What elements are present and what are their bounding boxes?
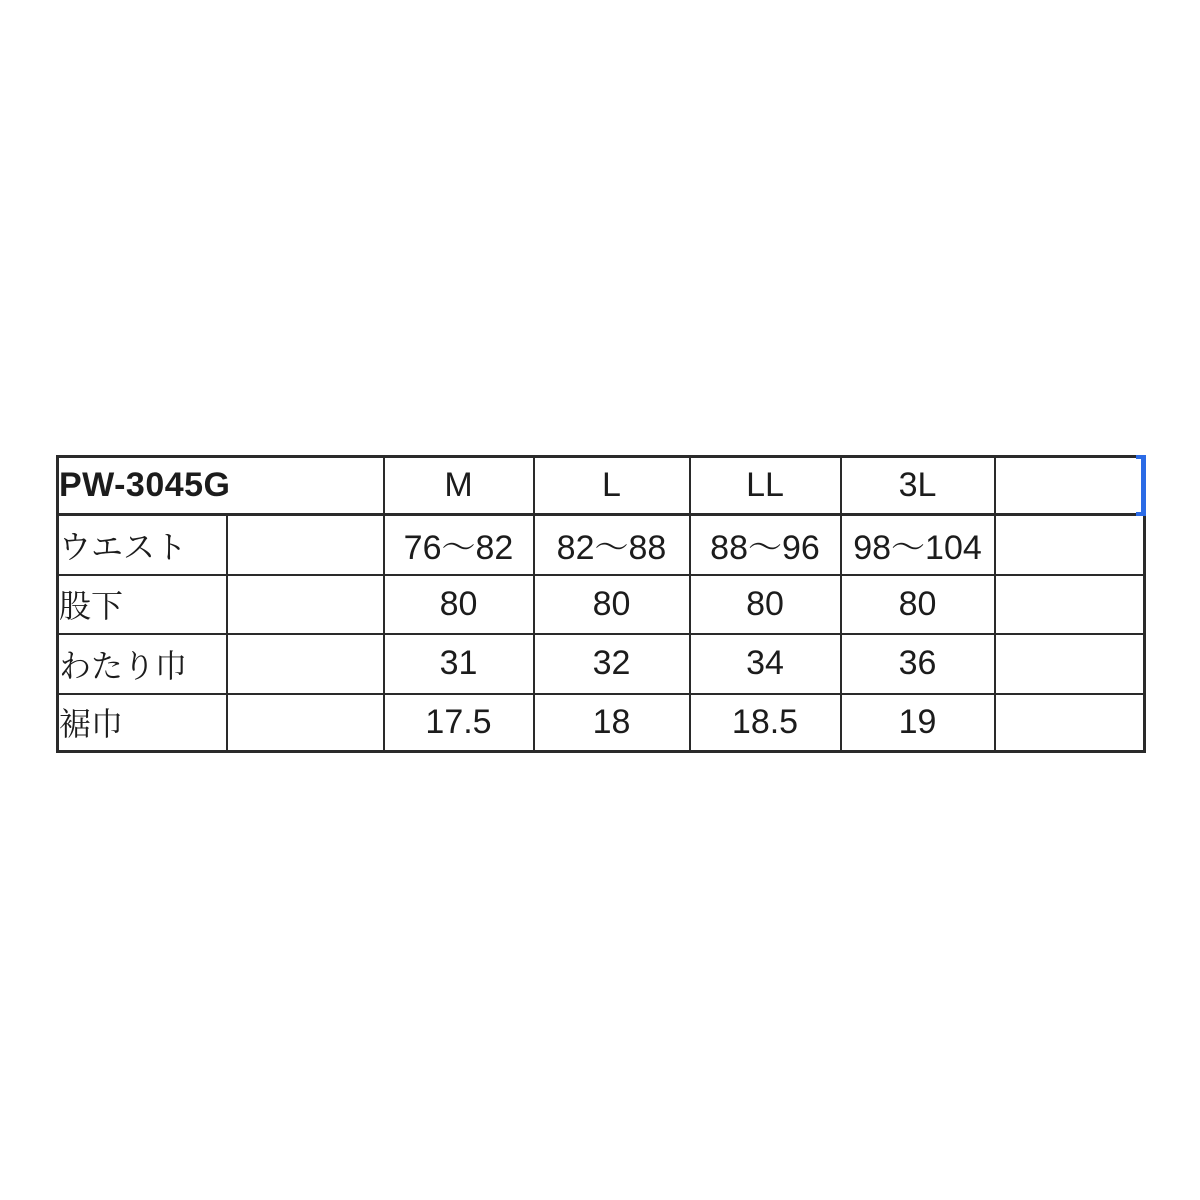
product-code-cell: PW-3045G — [58, 457, 384, 515]
hem-width-value-ll: 18.5 — [690, 694, 841, 752]
empty-cell — [227, 694, 384, 752]
row-label-inseam: 股下 — [58, 575, 227, 634]
thigh-width-value-l: 32 — [534, 634, 690, 694]
empty-cell — [995, 575, 1145, 634]
table-row-thigh-width — [58, 634, 1145, 694]
waist-value-l: 82〜88 — [534, 515, 690, 575]
inseam-value-3l: 80 — [841, 575, 995, 634]
size-header-m: M — [384, 457, 534, 515]
hem-width-value-m: 17.5 — [384, 694, 534, 752]
empty-cell — [995, 515, 1145, 575]
inseam-value-l: 80 — [534, 575, 690, 634]
waist-value-m: 76〜82 — [384, 515, 534, 575]
table-row-inseam — [58, 575, 1145, 634]
inseam-value-m: 80 — [384, 575, 534, 634]
table-row-hem-width — [58, 694, 1145, 752]
hem-width-value-l: 18 — [534, 694, 690, 752]
size-header-3l: 3L — [841, 457, 995, 515]
thigh-width-value-ll: 34 — [690, 634, 841, 694]
thigh-width-value-m: 31 — [384, 634, 534, 694]
size-header-ll: LL — [690, 457, 841, 515]
thigh-width-value-3l: 36 — [841, 634, 995, 694]
empty-header-cell — [995, 457, 1145, 515]
header-row — [58, 457, 1145, 515]
table-row-waist — [58, 515, 1145, 575]
empty-cell — [227, 634, 384, 694]
row-label-thigh-width: わたり巾 — [58, 634, 227, 694]
cell-selection-bracket — [1136, 455, 1146, 516]
empty-cell — [995, 694, 1145, 752]
waist-value-ll: 88〜96 — [690, 515, 841, 575]
inseam-value-ll: 80 — [690, 575, 841, 634]
empty-cell — [227, 515, 384, 575]
hem-width-value-3l: 19 — [841, 694, 995, 752]
empty-cell — [227, 575, 384, 634]
size-header-l: L — [534, 457, 690, 515]
row-label-hem-width: 裾巾 — [58, 694, 227, 752]
size-chart-table — [56, 455, 1146, 753]
waist-value-3l: 98〜104 — [841, 515, 995, 575]
row-label-waist: ウエスト — [58, 515, 227, 575]
empty-cell — [995, 634, 1145, 694]
